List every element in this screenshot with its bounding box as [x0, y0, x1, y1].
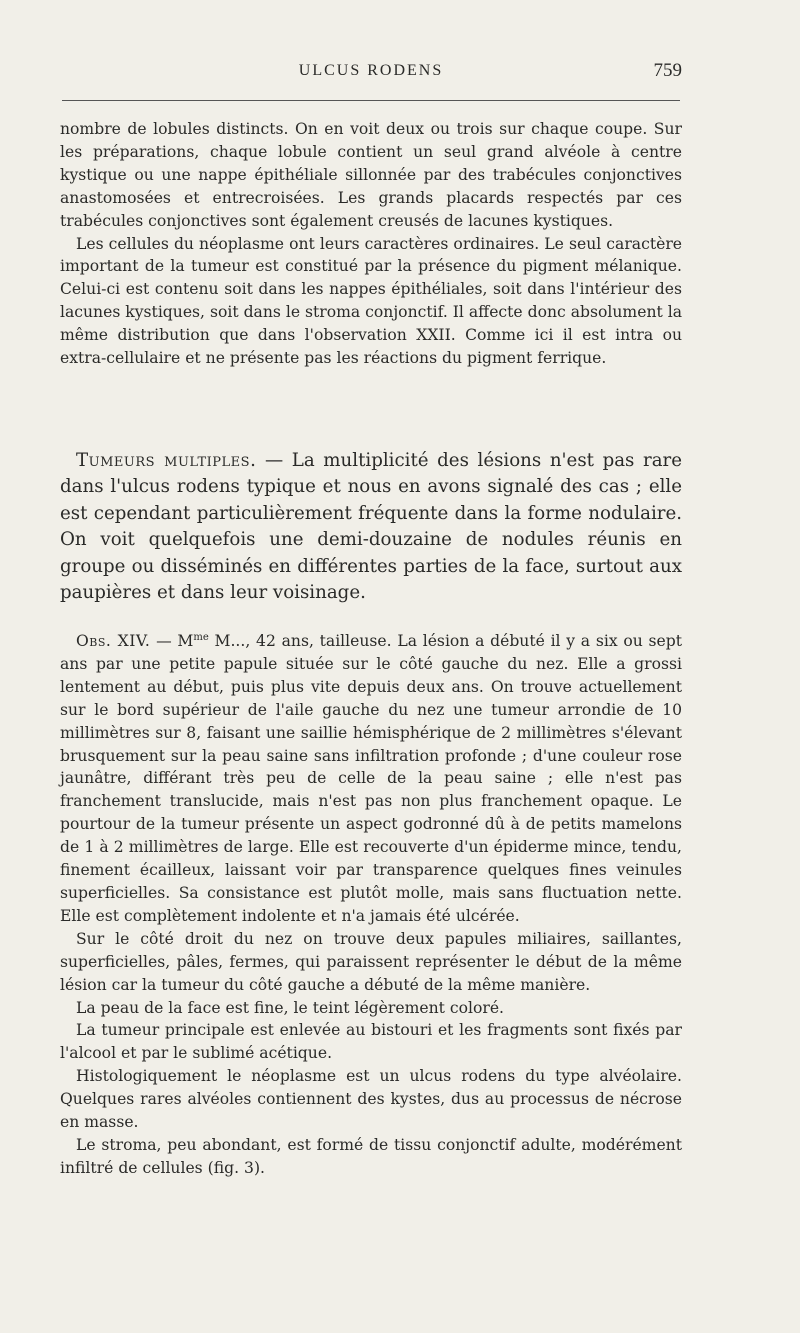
observation-block [60, 630, 682, 1180]
paragraph: Les cellules du néoplasme ont leurs caractères ordinaires. Le seul caractère important de la tumeur est constitué par la présence du pigment mélanique. Celui-ci est contenu soit dans les nappes épithéliales, soit dans l'intérieur des lacunes kystiques, soit dans le stroma conjonctif. Il affecte donc absolument la même distribution que dans l'observation XXII. Comme ici il est intra ou extra-cellulaire et ne présente pas les réactions du pigment ferrique. [60, 234, 682, 368]
observation-title-superscript: me [193, 631, 209, 643]
paragraph: Sur le côté droit du nez on trouve deux papules miliaires, saillantes, superficielles, pâles, fermes, qui paraissent représenter le début de la même lésion car la tumeur du côté gauche a débuté de la même manière. [60, 929, 682, 994]
paragraph: La tumeur principale est enlevée au bistouri et les fragments sont fixés par l'alcool et par le sublimé acétique. [60, 1021, 682, 1063]
section-heading: Tumeurs multiples. [76, 450, 257, 471]
paragraph: Histologiquement le néoplasme est un ulcus rodens du type alvéolaire. Quelques rares alvéoles contiennent des kystes, dus au processus de nécrose en masse. [60, 1067, 682, 1132]
section-multiple-tumors [60, 448, 682, 606]
paragraph: nombre de lobules distincts. On en voit deux ou trois sur chaque coupe. Sur les préparations, chaque lobule contient un seul grand alvéole à centre kystique ou une nappe épithéliale sillonnée par des trabécules conjonctives anastomosées et entrecroisées. Les grands placards respectés par ces trabécules conjonctives sont également creusés de lacunes kystiques. [60, 120, 682, 230]
page-number: 759 [653, 60, 682, 81]
paragraph: La peau de la face est fine, le teint légèrement coloré. [76, 998, 504, 1017]
continued-text-block [60, 118, 682, 370]
observation-label: Obs. XIV. [76, 632, 151, 650]
paragraph [60, 448, 682, 606]
running-title: ULCUS RODENS [298, 62, 444, 79]
observation-intro: M..., 42 ans, tailleuse. La lésion a débuté il y a six ou sept ans par une petite papule située sur le côté gauche du nez. Elle a grossi lentement au début, puis plus vite depuis deux ans. On trouve actuellement sur le bord supérieur de l'aile gauche du nez une tumeur arrondie de 10 millimètres sur 8, faisant une saillie hémisphérique de 2 millimètres s'élevant brusquement sur la peau saine sans infiltration profonde ; d'une couleur rose jaunâtre, différant très peu de celle de la peau saine ; elle n'est pas franchement translucide, mais n'est pas non plus franchement opaque. Le pourtour de la tumeur présente un aspect godronné dû à de petits mamelons de 1 à 2 millimètres de large. Elle est recouverte d'un épiderme mince, tendu, finement écailleux, laissant voir par transparence quelques fines veinules superficielles. Sa consistance est plutôt molle, mais sans fluctuation nette. Elle est complètement indolente et n'a jamais été ulcérée. [60, 632, 682, 925]
paragraph: Le stroma, peu abondant, est formé de tissu conjonctif adulte, modérément infiltré de cellules (fig. 3). [60, 1135, 682, 1177]
observation-title: M [177, 632, 194, 650]
observation-dash: — [150, 632, 178, 650]
section-text: — La multiplicité des lésions n'est pas rare dans l'ulcus rodens typique et nous en avons signalé des cas ; elle est cependant particulièrement fréquente dans la forme nodulaire. On voit quelquefois une demi-douzaine de nodules réunis en groupe ou disséminés en différentes parties de la face, surtout aux paupières et dans leur voisinage. [60, 450, 682, 604]
header-rule [62, 100, 680, 101]
paragraph [60, 630, 682, 928]
running-head [60, 62, 682, 88]
